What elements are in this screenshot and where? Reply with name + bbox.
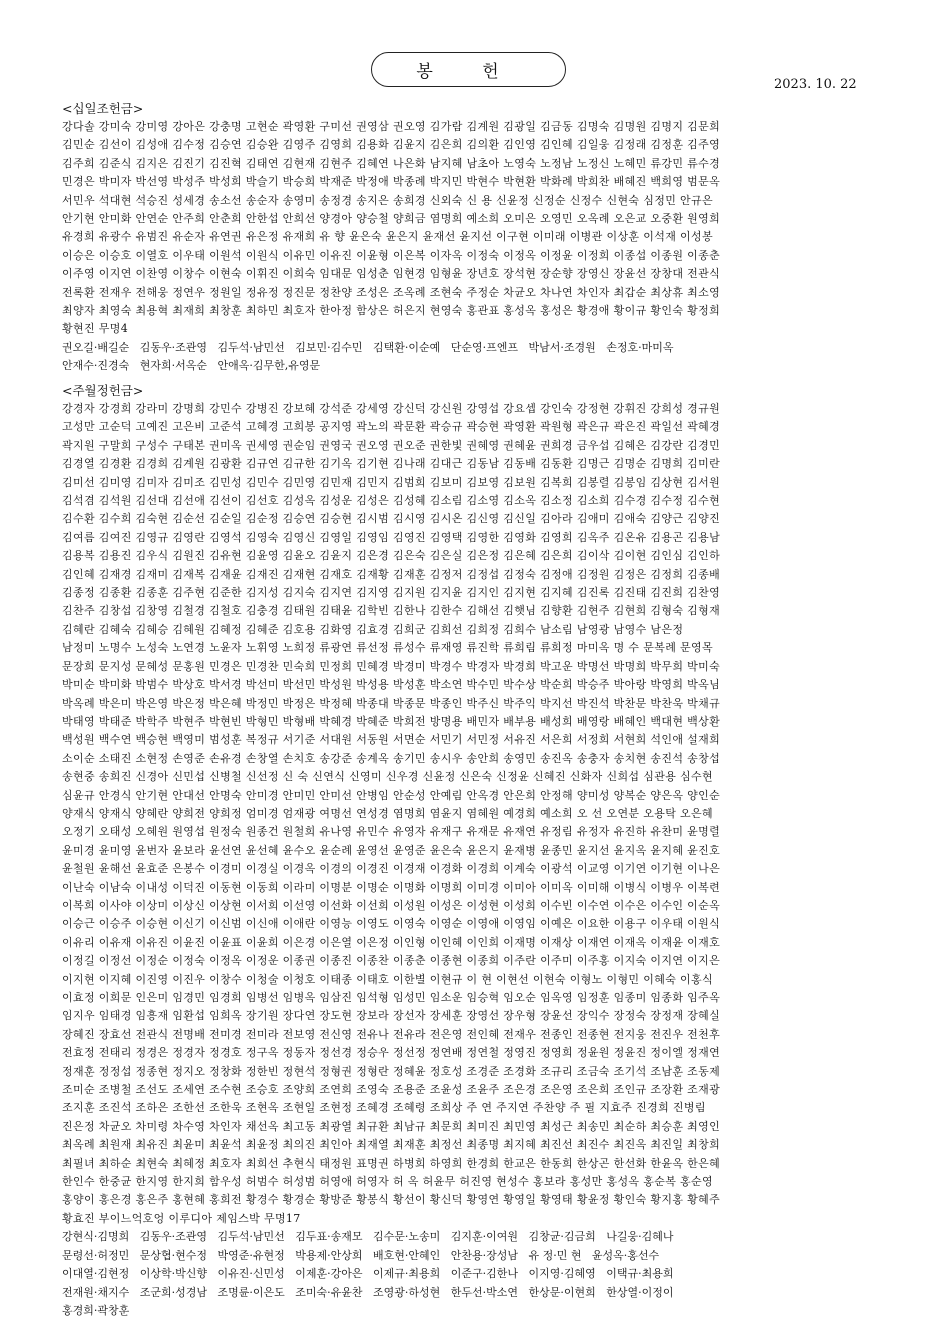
date-text: 2023. 10. 22 bbox=[774, 77, 857, 92]
section-heading: <십일조헌금> bbox=[62, 101, 144, 116]
donor-names: 강다솔 강미숙 강미영 강아은 강충명 고현순 곽영환 구미선 권영삼 권오영 김가람 김계원 김광일 김금동 김명숙 김명원 김명지 김문희 김민순 김선이 김성애 김수정 김승연 김승완 김영주 김영희 김용화 김윤지 김은희 김의환 김인영 김인혜 김일웅 김정래 김정훈 김주영 김주희 김준식 김지은 김진기 김진혁 김태연 김현재 김현주 김혜연 나은화 남지혜 남초아 노영숙 노정남 노정신 노혜민 류강민 류수경 민경은 박미자 박선영 박성주 박성희 박슬기 박승희 박재준 박정애 박종례 박지민 박현수 박현환 박화례 박희찬 배혜진 백희영 범문옥 서민우 석대현 석승진 성세경 송소선 송순자 송영미 송정경 송지은 송희경 신외숙 신 용 신윤정 신정순 신정수 신현숙 심정민 안규은 안기현 안미화 안연순 안주희 안춘희 안한섭 안희선 양경아 양승철 양희금 염명희 예소희 오미은 오영민 오옥례 오은교 오중환 원영희 유경희 유광수 유범진 유순자 유연권 유은정 유재희 유 향 윤은숙 윤은지 윤재선 윤지선 이구현 이미래 이병관 이상훈 이석재 이성봉 이승은 이승호 이열호 이우태 이원석 이원식 이유민 이유진 이윤형 이은복 이자옥 이정숙 이정옥 이정윤 이정희 이종섭 이종원 이종춘 이주영 이지연 이찬영 이창수 이현숙 이휘진 이희숙 임대문 임성춘 임현경 임형윤 장년호 장석현 장순향 장영신 장윤선 장창대 전관식 전록환 전재우 전해웅 정연우 정원일 정유정 정진문 정찬양 조성은 조옥례 조현숙 주정순 차균오 차나연 차인자 최갑순 최상휴 최소영 최양자 최영숙 최용혁 최재희 최창훈 최하민 최호자 한아정 함상은 허은지 현영숙 홍관표 홍성옥 홍성은 황경애 황이규 황인숙 황정희 황현진 무명4 bbox=[62, 120, 721, 336]
joint-donors: 강현식·김명희 김동우·조관영 김두석·남민선 김두표·송재모 김수문·노송미 김지훈·이여원 김창균·김금희 나길웅·김혜나 문령선·허정민 문상협·현수정 박영준·유현정 박용제·안상희 배호현·안혜인 안찬용·장성남 유 정·민 현 윤성옥·홍선수 이대열·김현정 이상학·박신향 이유진·신민성 이제훈·강아은 이제규·최용희 이준구·김한나 이지영·김혜영 이택규·최용희 전재원·채지수 조군희·성경남 조명륜·이은도 조미숙·유윤찬 조영광·하성현 한두선·박소연 한상문·이현희 한상열·이정이 홍경희·곽창훈 bbox=[62, 1230, 674, 1317]
section-tithe bbox=[62, 100, 882, 376]
joint-donors: 권오길·배길순 김동우·조관영 김두석·남민선 김보민·김수민 김택환·이순예 단순영·프엔프 박남서·조경원 손정호·마미옥 안재수·진경숙 현자희·서옥순 안애옥·김무한,유영문 bbox=[62, 340, 674, 373]
page-title: 봉 헌 bbox=[371, 52, 565, 87]
section-heading: <주월정헌금> bbox=[62, 383, 144, 398]
section-weekly bbox=[62, 382, 882, 1320]
donor-names: 강경자 강경희 강라미 강명희 강민수 강병진 강보혜 강석준 강세영 강신덕 강신원 강영섭 강요셉 강인숙 강정현 강휘진 강희성 경규원 고성만 고순덕 고예진 고은비 고준석 고혜경 고희봉 공지영 곽노의 곽문환 곽승규 곽승현 곽영환 곽원형 곽은규 곽은진 곽일선 곽혜경 곽지원 구말희 구성수 구태본 권미옥 권세영 권순임 권영국 권오영 권오준 권한빛 권혜영 권혜윤 권희경 금우섭 김혜은 김강란 김경민 김경열 김경환 김경희 김계원 김광환 김규연 김규한 김기옥 김기현 김나래 김대근 김동남 김동배 김동환 김명근 김명순 김명희 김미란 김미선 김미영 김미자 김미조 김민성 김민수 김민영 김민재 김민지 김범희 김보미 김보영 김보원 김복희 김봉렬 김봉임 김상현 김서원 김석겸 김석원 김선대 김선애 김선이 김선호 김성옥 김성운 김성은 김성혜 김소림 김소영 김소옥 김소정 김소희 김수경 김수정 김수현 김수환 김수희 김숙현 김순선 김순일 김순정 김승연 김승현 김시범 김시영 김시온 김신영 김신일 김아라 김애미 김애숙 김양근 김양진 김여름 김여진 김영규 김영란 김영석 김영숙 김영신 김영일 김영임 김영진 김영택 김영한 김영화 김영희 김옥주 김온유 김용곤 김용남 김용복 김용진 김우식 김원진 김유현 김윤영 김윤오 김윤지 김은경 김은숙 김은실 김은정 김은혜 김은희 김이삭 김이현 김인심 김인하 김인혜 김재경 김재미 김재복 김재윤 김재진 김재현 김재호 김재황 김재훈 김정저 김정섭 김정숙 김정애 김정원 김정은 김정희 김종배 김종정 김종환 김종훈 김주현 김준한 김지성 김지숙 김지연 김지영 김지원 김지윤 김지인 김지현 김지혜 김진록 김진태 김진희 김찬영 김찬주 김창섭 김창영 김철경 김철호 김충경 김태원 김태윤 김학빈 김한나 김한수 김해선 김햇님 김향환 김현주 김현희 김형숙 김형재 김혜란 김혜숙 김혜승 김혜원 김혜정 김혜준 김호용 김화영 김효경 김희군 김희선 김희정 김희수 남소림 남영광 남영수 남은정 남정미 노명수 노성숙 노연경 노윤자 노휘영 노희정 류광연 류선정 류성수 류재영 류진학 류희림 류희정 마미옥 명 수 문복례 문영목 문장희 문지성 문혜성 문홍원 민경은 민경찬 민숙희 민정희 민혜경 박경미 박경수 박경자 박경희 박고운 박명선 박명희 박무희 박미숙 박미순 박미화 박범수 박상호 박서경 박선미 박선민 박성원 박성용 박성훈 박소연 박수민 박수상 박순희 박승주 박아랑 박영희 박옥님 박옥례 박은미 박은영 박은정 박은혜 박정민 박정은 박정혜 박종대 박종문 박종인 박주신 박주익 박지선 박진석 박찬문 박찬욱 박채규 박태영 박태준 박학주 박현주 박현빈 박형민 박형배 박혜경 박혜준 박희전 방명용 배민자 배부용 배성희 배영랑 배혜인 백대현 백상환 백성원 백수연 백승현 백영미 범성훈 복정규 서기준 서대원 서동원 서면순 서민기 서민정 서유진 서은희 서정희 서현희 석인애 설재희 소이순 소태진 소현정 손영준 손유경 손창열 손치호 송강준 송계옥 송기민 송시우 송안희 송영민 송진옥 송충자 송치현 송진석 송창섭 송현중 송희진 신경아 신민섭 신병철 신선정 신 숙 신연식 신영미 신우경 신윤정 신은숙 신정윤 신혜진 신화자 신희섭 심관용 심수현 심윤규 안경식 안기현 안대선 안명숙 안미경 안미민 안미선 안병임 안순성 안예림 안옥경 안은희 안정해 양미성 양복순 양은옥 양인순 양재식 양재식 양혜란 양희전 양희정 엄미경 엄재광 여명선 연성경 염명희 염윤지 염혜원 예경희 예소희 오 선 오연분 오용탁 오은혜 오정기 오태성 오혜원 원영섭 원정숙 원종건 원철희 유나영 유민수 유영자 유재구 유재문 유재연 유정림 유정자 유진하 유찬미 윤명렬 윤미경 윤미영 윤번자 윤보라 윤선연 윤선혜 윤수오 윤순례 윤영선 윤영준 윤은숙 윤은지 윤재병 윤종민 윤지선 윤지옥 윤지혜 윤진호 윤철원 윤해선 윤효준 은봉수 이경미 이경실 이경옥 이경의 이경진 이경재 이경화 이경희 이계숙 이광석 이교영 이기연 이기현 이나은 이난숙 이남숙 이내성 이덕진 이동현 이동희 이라미 이명분 이명순 이명화 이명희 이미경 이미아 이미옥 이미해 이병식 이병우 이복련 이복희 이사야 이상미 이상신 이상현 이서희 이선영 이선화 이선희 이성원 이성은 이성현 이성희 이수빈 이수연 이수은 이수인 이순옥 이승근 이승주 이승현 이신기 이신범 이신애 이애란 이영능 이영도 이영숙 이영순 이영애 이영임 이예은 이요한 이용구 이우태 이원식 이유리 이유재 이유진 이윤진 이윤표 이윤희 이은경 이은열 이은정 이인형 이인혜 이인희 이재명 이재상 이재연 이재옥 이재윤 이재호 이정길 이정선 이정순 이정숙 이정옥 이정운 이종권 이종진 이종찬 이종춘 이종현 이종희 이주란 이주미 이주홍 이지숙 이지연 이지은 이지현 이지혜 이진영 이진우 이창수 이청술 이청호 이태종 이태호 이한별 이현규 이 현 이현선 이현숙 이형노 이형민 이혜숙 이홍식 이효정 이희문 인은미 임경민 임경희 임병선 임병옥 임삼진 임석형 임성민 임소운 임승혁 임오순 임옥영 임정훈 임종미 임종화 임주옥 임지우 임태경 임흥재 임환섭 임희옥 장기원 장다연 장도현 장보라 장선자 장세훈 장영선 장우형 장윤선 장익수 장정숙 장정재 장혜실 장혜진 장효선 전관식 전명배 전미경 전미라 전보영 전신영 전유나 전유라 전은영 전인혜 전재우 전종인 전종현 전지웅 전진우 전천후 전효정 전태리 정경은 정경자 정경호 정구옥 정동자 정선경 정승우 정선정 정연배 정연철 정영진 정영희 정윤원 정윤진 정이엘 정재연 정재훈 정정섭 정종현 정지오 정창화 정한빈 정현석 정형권 정형란 정혜윤 정호성 조경준 조경화 조규리 조금숙 조기석 조남훈 조동제 조미순 조병철 조선도 조세연 조수현 조승호 조양희 조연희 조영숙 조용준 조윤성 조윤주 조은경 조은영 조은희 조인규 조장환 조재광 조지훈 조진석 조하은 조한선 조한욱 조현옥 조현일 조현정 조혜경 조혜령 조희상 주 연 주지연 주찬양 주 필 지효주 진경희 진병림 진은정 차균오 차미령 차수영 차인자 채선옥 최고동 최광열 최규환 최남규 최문희 최미진 최민영 최성근 최송민 최순하 최승훈 최영인 최옥례 최원재 최유진 최윤미 최윤석 최윤정 최의진 최인아 최재열 최재훈 최정선 최종명 최지혜 최진선 최진수 최진옥 최진일 최창희 최필녀 최하순 최현숙 최혜정 최호자 최희선 추현식 태정원 표명권 하병희 하영희 한경희 한교은 한동희 한상곤 한선화 한윤옥 한은혜 한인수 한중균 한지영 한지희 함우성 허범수 허성범 허영애 허영자 허 옥 허윤무 허진영 현성수 홍보라 홍성만 홍성옥 홍순복 홍순영 홍양이 홍은경 홍은주 홍현혜 홍희전 황경수 황경순 황방준 황봉식 황선이 황신덕 황영연 황영일 황영태 황윤정 황인숙 황지홍 황혜주 황효진 부이느억호엉 이루디아 제임스박 무명17 bbox=[62, 402, 721, 1225]
